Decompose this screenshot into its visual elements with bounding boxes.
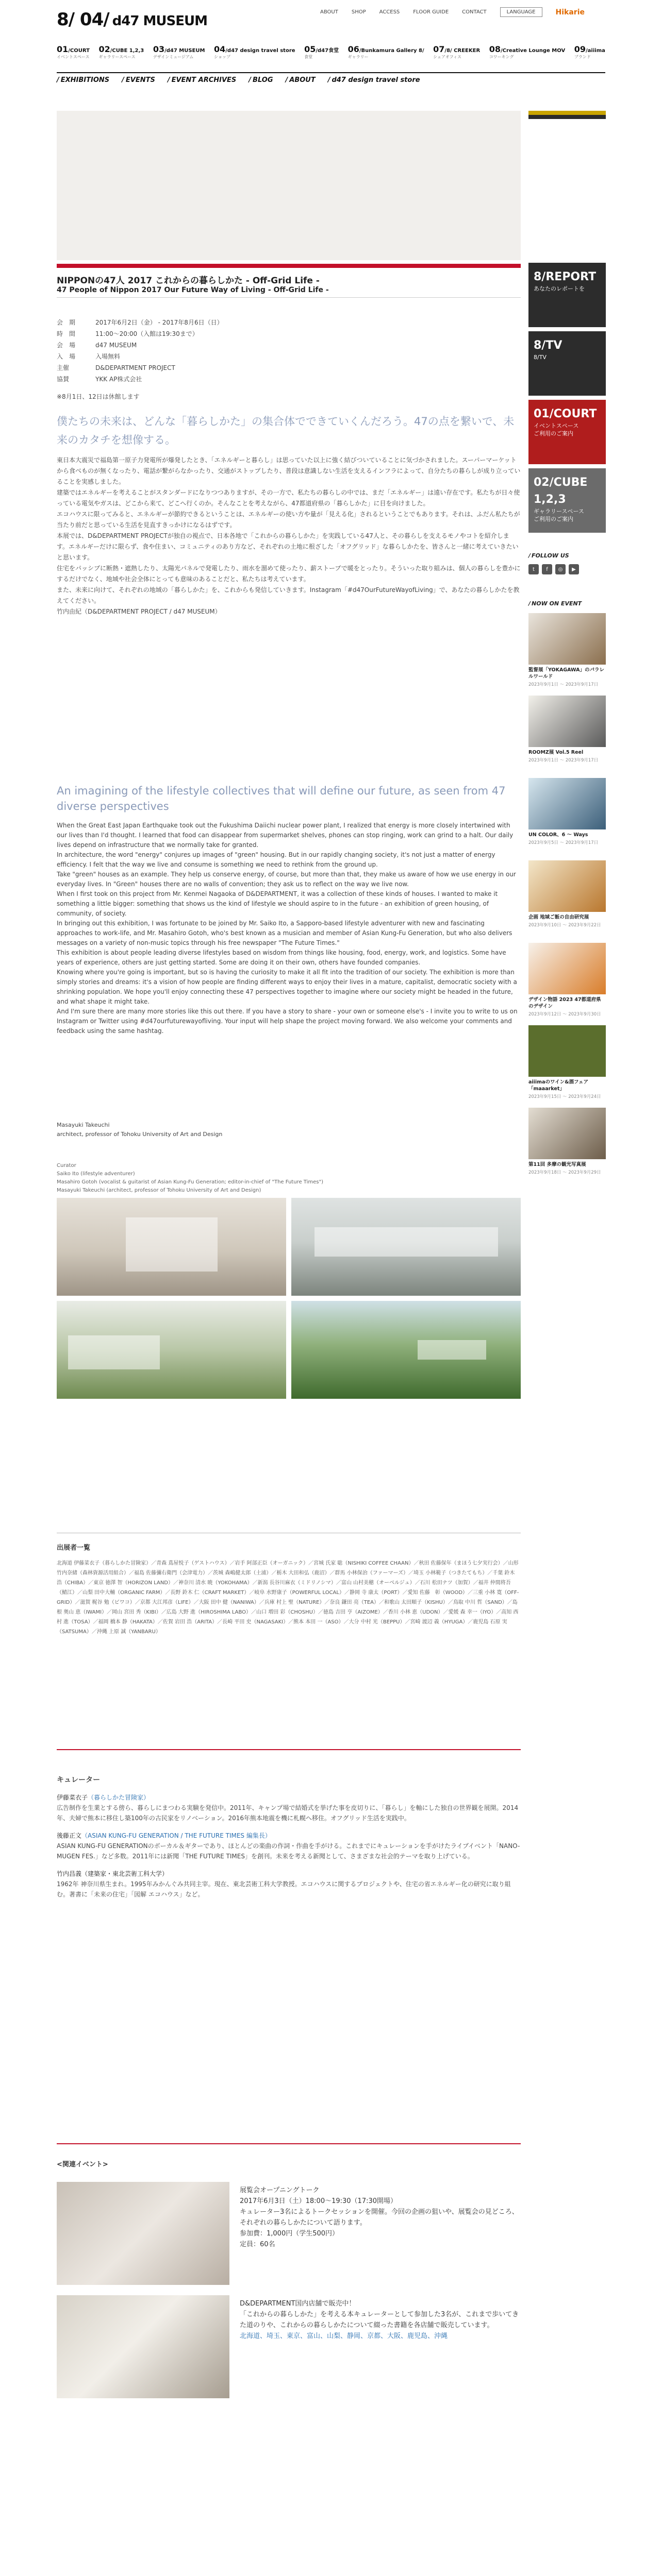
body-ja-signature: 竹内由紀（D&DEPARTMENT PROJECT / d47 MUSEUM） bbox=[57, 608, 221, 615]
sidebar-accent-yellow bbox=[528, 111, 606, 115]
now-event-thumb bbox=[528, 696, 606, 747]
banner-report[interactable]: 8/REPORT あなたのレポートを bbox=[528, 263, 606, 327]
event-photo bbox=[57, 2182, 229, 2285]
lead-ja: 僕たちの未来は、どんな「暮らしかた」の集合体でできていくんだろう。47の点を繋いで、未来のカタチを想像する。 bbox=[57, 415, 515, 446]
gallery-photo[interactable] bbox=[57, 1301, 286, 1399]
now-event-item[interactable]: 企画 地域ご飯の自由研究展 2023年9月10日 ～ 2023年9月22日 bbox=[528, 860, 606, 928]
floor-05[interactable]: 05/d47食堂 食堂 bbox=[304, 44, 339, 59]
event-photo bbox=[57, 2295, 229, 2398]
nav-event-archives[interactable]: / EVENT ARCHIVES bbox=[168, 76, 236, 84]
author-signature bbox=[57, 1121, 521, 1139]
body-en bbox=[57, 821, 521, 1036]
follow-icons bbox=[528, 564, 579, 574]
site-logo[interactable] bbox=[57, 9, 207, 30]
twitter-icon[interactable]: t bbox=[528, 564, 539, 574]
floor-03[interactable]: 03/d47 MUSEUM デザインミュージアム bbox=[153, 44, 205, 59]
banner-cube[interactable]: 02/CUBE 1,2,3 ギャラリースペース ご利用のご案内 bbox=[528, 468, 606, 533]
nav-blog[interactable]: / BLOG bbox=[249, 76, 273, 84]
nav-events[interactable]: / EVENTS bbox=[122, 76, 155, 84]
event-capacity: 定員：60名 bbox=[240, 2241, 275, 2248]
info-row: 時 間 11:00～20:00（入館は19:30まで） bbox=[57, 330, 198, 337]
floor-02[interactable]: 02/CUBE 1,2,3 ギャラリースペース bbox=[98, 44, 144, 59]
follow-us-title: / FOLLOW US bbox=[528, 552, 569, 559]
logo-name: d47 MUSEUM bbox=[112, 13, 207, 29]
banner-tv[interactable]: 8/TV 8/TV bbox=[528, 331, 606, 396]
now-on-event-title: / NOW ON EVENT bbox=[528, 600, 582, 607]
floor-07[interactable]: 07/8/ CREEKER シェアオフィス bbox=[433, 44, 481, 59]
curator-name: 竹内昌義（建築家・東北芸術工科大学） bbox=[57, 1870, 169, 1877]
now-event-item[interactable]: デザイン物語 2023 47都道府県のデザイン 2023年9月12日 ～ 2023年9月30日 bbox=[528, 943, 606, 1017]
article-title-en: 47 People of Nippon 2017 Our Future Way of Living - Off-Grid Life - bbox=[57, 286, 329, 294]
now-event-thumb bbox=[528, 943, 606, 994]
now-event-item[interactable]: ROOMZ展 Vol.5 Reel 2023年9月1日 ～ 2023年9月17日 bbox=[528, 696, 606, 763]
gallery-photo[interactable] bbox=[291, 1198, 521, 1296]
related-events-title: <関連イベント> bbox=[57, 2161, 108, 2168]
body-en-paragraph: When the Great East Japan Earthquake took out the Fukushima Daiichi nuclear power plant, I realized that energy is more closely intertwined with our lives than I'd thought. I learned that food can disappear from supermarket shelves, phones can stop ringing, work can grind to a halt. Our daily lives depend on infrastructure that we normally take for granted. bbox=[57, 822, 514, 849]
author-name: Masayuki Takeuchi bbox=[57, 1122, 110, 1128]
body-ja-paragraph: 東日本大震災で福島第一原子力発電所が爆発したとき、「エネルギーと暮らし」は思っていた以上に強く結びついていることに気づかされました。スーパーマーケットから食べものが無くなったり、電話が繋がらなかったり、交通がストップしたり、普段は意識しない生活を支えるインフラによって、自分たちの暮らしが成り立っていることを実感しました。 bbox=[57, 456, 521, 485]
info-row: 入 場 入場無料 bbox=[57, 353, 121, 360]
instagram-icon[interactable]: ◎ bbox=[555, 564, 566, 574]
top-link-floor-guide[interactable]: FLOOR GUIDE bbox=[413, 9, 449, 15]
photo-gallery bbox=[57, 1198, 521, 1399]
title-divider bbox=[57, 297, 521, 298]
body-en-paragraph: Take "green" houses as an example. They help us conserve energy, of course, but more than that, they make us aware of how we use energy in our everyday lives. In "Green" houses there are no walls of convention; they ask us to reflect on the way we live now. bbox=[57, 871, 516, 888]
nav-about[interactable]: / ABOUT bbox=[286, 76, 316, 84]
nav-exhibitions[interactable]: / EXHIBITIONS bbox=[57, 76, 109, 84]
floor-09[interactable]: 09/aiiima ブランド bbox=[574, 44, 605, 59]
floor-06[interactable]: 06/Bunkamura Gallery 8/ ギャラリー bbox=[347, 44, 424, 59]
body-ja-paragraph: 本展では、D&DEPARTMENT PROJECTが独自の視点で、日本各地で「これからの暮らしかた」を実践している47人と、その暮らしを支えるモノやコトを紹介します。エネルギーだけに限らず、食や住まい、コミュニティのあり方など、それぞれの土地に根ざした「オフグリッド」な暮らしかたを、皆さんと一緒に考えていきたいと思います。 bbox=[57, 532, 519, 561]
hikarie-logo[interactable]: Hikarie bbox=[555, 8, 585, 16]
sidebar-accent-black bbox=[528, 115, 606, 119]
body-en-paragraph: And I'm sure there are many more stories like this out there. If you have a story to share - your own or someone else's - I invite you to write to us on Instagram or Twitter using #d47ourfuturewayofliving. Your input will help shape the project moving forward. We also welcome your comments and feedback using the same hashtag. bbox=[57, 1008, 518, 1035]
header-divider bbox=[57, 72, 605, 73]
info-row: 主催 D&DEPARTMENT PROJECT bbox=[57, 364, 175, 371]
floor-04[interactable]: 04/d47 design travel store ショップ bbox=[214, 44, 295, 59]
event-desc: 「これからの暮らしかた」を考える本キュレーターとして参加した3名が、これまで歩いてきた道のりや、これからの暮らしかたについて綴った書籍を各店舗で販売しています。 bbox=[240, 2311, 519, 2329]
body-ja-paragraph: また、未来に向けて、それぞれの地域の「暮らしかた」を、これからも発信していきます。Instagram「#d47OurFutureWayofLiving」で、あなたの暮らしかたを教えてください。 bbox=[57, 586, 520, 604]
article-title-ja: NIPPONの47人 2017 これからの暮らしかた - Off-Grid Life - bbox=[57, 276, 320, 286]
event-title: 展覧会オープニングトーク bbox=[240, 2187, 320, 2194]
body-ja-paragraph: エコハウスに限ってみると、エネルギーが節約できるということは、エネルギーの使い方や量が「見える化」されるということでもあります。それは、ふだん私たちが当たり前だと思っている生活を見直すきっかけになるはずです。 bbox=[57, 511, 520, 529]
now-event-item[interactable]: 監督展「YOKAGAWA」のパラレルワールド 2023年9月1日 ～ 2023年9月17日 bbox=[528, 613, 606, 687]
top-link-access[interactable]: ACCESS bbox=[379, 9, 400, 15]
body-en-paragraph: This exhibition is about people leading diverse lifestyles based on wisdom from things like housing, food, energy, work, and logistics. Some have years of experience, others are just getting started. Some are doing it on their own, others have founded companies. bbox=[57, 949, 506, 966]
now-event-item[interactable]: aiiimaのワイン&酒フェア「maaarket」 2023年9月15日 ～ 2023年9月24日 bbox=[528, 1025, 606, 1099]
curator-divider bbox=[57, 1749, 521, 1750]
now-event-thumb bbox=[528, 860, 606, 912]
credit-line: Masayuki Takeuchi (architect, professor of Tohoku University of Art and Design) bbox=[57, 1188, 261, 1193]
floor-01[interactable]: 01/COURT イベントスペース bbox=[57, 44, 90, 59]
body-en-paragraph: In bringing out this exhibition, I was fortunate to be joined by Mr. Saiko Ito, a Sapporo-based lifestyle adventurer with new and fascinating approaches to work-life, and Mr. Masahiro Gotoh, who's best known as a musician and member of Asian Kung-Fu Generation, but who also delivers messages on a variety of non-music topics through his free newspaper "The Future Times." bbox=[57, 920, 512, 946]
event-info bbox=[57, 317, 456, 402]
event-text bbox=[240, 2185, 521, 2250]
body-ja-paragraph: 建築ではエネルギーを考えることがスタンダードになりつつありますが、その一方で、私たちの暮らしの中では、まだ「エネルギー」は遠い存在です。私たちが日々使っている電気やガスは、どこから来て、どこへ行くのか。そんなことを考えながら、47都道府県の「暮らしかた」に目を向けました。 bbox=[57, 489, 520, 507]
top-link-about[interactable]: ABOUT bbox=[320, 9, 338, 15]
curator-bio: 1962年 神奈川県生まれ。1995年みかんぐみ共同主宰。現在、東北芸術工科大学教授。エコハウスに関するプロジェクトや、住宅の省エネルギー化の研究に取り組む。著書に「未来の住宅」「図解 エコハウス」など。 bbox=[57, 1880, 511, 1898]
language-select[interactable]: LANGUAGE bbox=[500, 7, 542, 17]
curator-link[interactable]: （暮らしかた冒険家） bbox=[88, 1794, 150, 1801]
body-en-paragraph: In architecture, the word "energy" conjures up images of "green" housing. But in our rapidly changing society, it's not just a matter of energy efficiency. I felt that the way we live and consume is something we need to rethink from the ground up. bbox=[57, 851, 495, 868]
curator-credit bbox=[57, 1162, 521, 1195]
body-ja bbox=[57, 455, 521, 617]
curator-name: 伊藤菜衣子（暮らしかた冒険家） bbox=[57, 1794, 150, 1801]
curator-bio: 広告制作を生業とする傍ら、暮らしにまつわる実験を発信中。2011年、キャンプ場で結婚式を挙げた事を皮切りに、「暮らし」を軸にした独自の世界観を展開。2014年、夫婦で熊本に移住し築100年の古民家をリノベーション。2016年熊本地震を機に札幌へ移住。オフグリッド生活を実践中。 bbox=[57, 1804, 519, 1822]
gallery-photo[interactable] bbox=[291, 1301, 521, 1399]
curator-name: 後藤正文（ASIAN KUNG-FU GENERATION / THE FUTURE TIMES 編集長） bbox=[57, 1832, 271, 1839]
top-link-contact[interactable]: CONTACT bbox=[462, 9, 487, 15]
now-event-thumb bbox=[528, 1108, 606, 1159]
lead-en: An imagining of the lifestyle collectives that will define our future, as seen from 47 diverse perspectives bbox=[57, 785, 506, 812]
credit-label: Curator bbox=[57, 1163, 76, 1168]
curator-title: キュレーター bbox=[57, 1776, 101, 1784]
banner-court[interactable]: 01/COURT イベントスペース ご利用のご案内 bbox=[528, 400, 606, 464]
author-role: architect, professor of Tohoku University of Art and Design bbox=[57, 1131, 223, 1138]
event-stores-link[interactable]: 北海道、埼玉、東京、富山、山梨、静岡、京都、大阪、鹿児島、沖縄 bbox=[240, 2332, 448, 2340]
now-event-item[interactable]: 第11回 多摩の観光写真展 2023年9月18日 ～ 2023年9月29日 bbox=[528, 1108, 606, 1175]
body-ja-paragraph: 住宅をパッシブに断熱・遮熱したり、太陽光パネルで発電したり、雨水を溜めて使ったり、薪ストーブで暖をとったり。そういった取り組みは、個人の暮らしを豊かにするだけでなく、地域や社会全体にとっても意味のあることだと、私たちは考えています。 bbox=[57, 565, 521, 583]
now-event-thumb bbox=[528, 1025, 606, 1077]
now-event-thumb bbox=[528, 613, 606, 665]
nav-store[interactable]: / d47 design travel store bbox=[328, 76, 420, 84]
credit-line: Saiko Ito (lifestyle adventurer) bbox=[57, 1171, 135, 1177]
facebook-icon[interactable]: f bbox=[542, 564, 552, 574]
info-note: ※8月1日、12日は休館します bbox=[57, 393, 140, 400]
event-fee: 参加費：1,000円（学生500円） bbox=[240, 2230, 339, 2238]
title-accent-bar bbox=[57, 264, 521, 268]
event-desc: キュレーター3名によるトークセッションを開催。今回の企画の狙いや、展覧会の見どころ、それぞれの暮らしかたについて語ります。 bbox=[240, 2208, 519, 2227]
floor-guide bbox=[57, 44, 605, 60]
curator-link[interactable]: （ASIAN KUNG-FU GENERATION / THE FUTURE TIMES 編集長） bbox=[81, 1832, 271, 1839]
body-en-paragraph: When I first took on this project from Mr. Kenmei Nagaoka of D&DEPARTMENT, it was a collection of these kinds of houses. I wanted to make it something a little bigger: something that shows us the kind of lifestyle we should aspire to in the future - an exhibition of green housing, of community, of society. bbox=[57, 890, 498, 917]
info-row: 会 期 2017年6月2日（金） - 2017年8月6日（日） bbox=[57, 319, 223, 326]
event-date: 2017年6月3日（土）18:00～19:30（17:30開場） bbox=[240, 2197, 398, 2205]
brands-title: 出展者一覧 bbox=[57, 1544, 91, 1552]
youtube-icon[interactable]: ▶ bbox=[569, 564, 579, 574]
gallery-photo[interactable] bbox=[57, 1198, 286, 1296]
event-text bbox=[240, 2298, 521, 2342]
site-header bbox=[0, 0, 662, 111]
brands-list: 北海道 伊藤菜衣子（暮らしかた冒険家）／青森 蔦屋悦子（ゲストハウス）／岩手 阿部正臣（オーガニック）／宮城 氏家 聡（NISHIKI COFFEE CHAAN）／秋田 佐藤保年（まほう七夕実行会）／山形 竹内奈緒（森林資源活用組合）／福島 佐藤彌右衛門（会津電力）／茨城 森嶋健太郎（土浦）／栃木 大田和弘（鹿沼）／群馬 小林保治（ファーマーズ）／埼玉 小林範子（つきたてもち）／千葉 鈴木 浩（CHIBA）／東京 徳澤 智（HORIZON LAND）／神奈川 清水 暁（YOKOHAMA）／新潟 長谷川麻衣（ミドリノシマ）／富山 山村美穂（オーベルジュ）／石川 松田ナツ（加賀）／福井 仲間将吾（鯖江）／山梨 田中大輔（ORGANIC FARM）／長野 鈴木 仁（CRAFT MARKET）／岐阜 水野康子（POWERFUL LOCAL）／静岡 寺 康太（PORT）／愛知 佐藤 彰（WOOD）／三重 小林 寛（OFF-GRID）／滋賀 梶谷 勉（ビワコ）／京都 大江邦彦（LIFE）／大阪 田中 健（NANIWA）／兵庫 村上 聖（NATURE）／奈良 鎌田 亮（TEA）／和歌山 太田順子（KISHU）／鳥取 中川 哲（SAND）／島根 奥山 恵（IWAMI）／岡山 宮田 秀（KIBI）／広島 大野 進（HIROSHIMA LABO）／山口 増田 彩（CHOSHU）／徳島 吉田 亨（AIZOME）／香川 小林 恵（UDON）／愛媛 森 幸一（IYO）／高知 西村 進（TOSA）／福岡 橋本 静（HAKATA）／佐賀 岩田 浩（ARITA）／長崎 平田 史（NAGASAKI）／熊本 本田 一（ASO）／大分 中村 光（BEPPU）／宮崎 渡辺 義（HYUGA）／鹿児島 石原 実（SATSUMA）／沖縄 上原 誠（YANBARU） bbox=[57, 1561, 519, 1635]
top-links bbox=[320, 7, 585, 17]
body-en-paragraph: Knowing where you're going is important, but so is having the curiosity to make it all fit into the tradition of our society. The exhibition is more than simply stories and dreams: it's a vision of how people are finding different ways to enjoy their lives in a mature, capitalist, democratic society with a shrinking population. We hope you'll enjoy connecting these 47 perspectives together to imagine where our society might be headed in the future, and what shape it might take. bbox=[57, 969, 517, 1005]
floor-08[interactable]: 08/Creative Lounge MOV コワーキング bbox=[489, 44, 566, 59]
credit-line: Masahiro Gotoh (vocalist & guitarist of Asian Kung-Fu Generation; editor-in-chief of "The Future Times") bbox=[57, 1179, 323, 1185]
curator-bio: ASIAN KUNG-FU GENERATIONのボーカル＆ギターであり、ほとんどの楽曲の作詞・作曲を手がける。これまでにキュレーションを手がけたライブイベント「NANO-MUGEN FES.」など多数。2011年には新聞「THE FUTURE TIMES」を創刊。未来を考える新聞として、さまざまな社会的テーマを取り上げている。 bbox=[57, 1842, 520, 1860]
curator-section bbox=[57, 1775, 521, 1900]
info-row: 協賛 YKK AP株式会社 bbox=[57, 376, 142, 383]
logo-main: 8/ 04/ bbox=[57, 9, 109, 30]
event-title: D&DEPARTMENT国内店舗で販売中！ bbox=[240, 2300, 356, 2308]
main-nav bbox=[57, 76, 420, 84]
info-row: 会 場 d47 MUSEUM bbox=[57, 342, 137, 349]
top-link-shop[interactable]: SHOP bbox=[351, 9, 366, 15]
now-event-item[interactable]: UN COLOR、6 ～ Ways 2023年9月5日 ～ 2023年9月17日 bbox=[528, 778, 606, 845]
hero-image bbox=[57, 111, 521, 260]
events-divider bbox=[57, 2143, 521, 2144]
now-event-thumb bbox=[528, 778, 606, 829]
